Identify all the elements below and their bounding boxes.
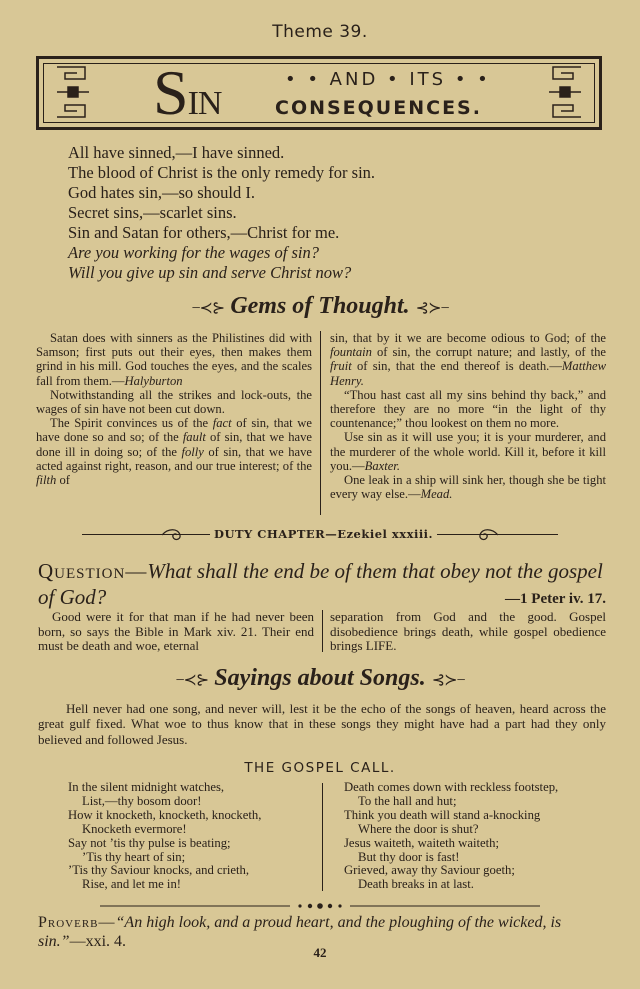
gems-paragraph: sin, that by it we are become odious to God; of the fountain of sin, the corrupt nature; and lastly, of the fruit of sin, that the end thereof is death.—Matthew Henry. — [330, 331, 606, 388]
intro-question: Are you working for the wages of sin? — [68, 243, 319, 262]
poem-line: In the silent midnight watches, — [68, 780, 225, 794]
page-number: 42 — [313, 945, 327, 960]
poem-line: Death breaks in at last. — [358, 877, 474, 892]
poem-line: ’Tis thy Saviour knocks, and crieth, — [68, 863, 250, 878]
poem-line: Knocketh evermore! — [82, 821, 187, 836]
theme-title: Theme 39. — [272, 22, 368, 42]
duty-chapter-rule — [82, 526, 558, 544]
proverb-reference: —xxi. 4. — [69, 933, 127, 950]
question-answer-paragraph: separation from God and the good. Gospel disobedience brings death, while gospel obedience brings LIFE. — [330, 609, 606, 654]
greek-key-ornament-left — [55, 63, 91, 121]
gems-paragraph: Notwithstanding all the strikes and lock-outs, the wages of sin have not been cut down. — [36, 387, 312, 417]
question-answer-right — [330, 610, 606, 654]
duty-chapter-label: DUTY CHAPTER—Ezekiel xxxiii. — [210, 527, 437, 541]
column-divider — [320, 331, 321, 515]
poem-title: THE GOSPEL CALL. — [244, 760, 396, 776]
intro-line: Secret sins,—scarlet sins. — [68, 203, 237, 222]
scroll-flourish-right-icon — [472, 526, 500, 544]
gems-right-column — [330, 331, 606, 501]
intro-statements — [68, 143, 528, 283]
proverb-text: “An high look, and a proud heart, and the ploughing of the wicked, is sin.” — [38, 914, 562, 950]
question-block — [38, 558, 610, 610]
poem-right-stanza — [344, 781, 614, 892]
scroll-flourish-left-icon — [160, 526, 188, 544]
poem-line: Say not ’tis thy pulse is beating; — [68, 835, 231, 850]
proverb-label: Proverb— — [38, 914, 116, 931]
gems-heading-text: Gems of Thought. — [230, 293, 410, 319]
gems-heading — [0, 293, 640, 320]
gems-paragraph: One leak in a ship will sink her, though she be tight every way else.—Mead. — [330, 473, 606, 502]
poem-left-stanza — [68, 781, 318, 892]
poem-line: To the hall and hut; — [358, 793, 457, 808]
poem-line: List,—thy bosom door! — [82, 793, 202, 808]
sin-rest: IN — [187, 85, 222, 122]
poem-line: Death comes down with reckless footstep, — [344, 780, 559, 794]
column-divider — [322, 610, 323, 652]
sin-initial: S — [153, 57, 188, 128]
intro-line: God hates sin,—so should I. — [68, 183, 255, 202]
poem-line: Think you death will stand a-knocking — [344, 807, 541, 822]
gems-left-column — [36, 331, 312, 487]
question-label: Question— — [38, 559, 148, 583]
and-its-label: • • AND • ITS • • — [285, 69, 491, 90]
flourish-right-icon: ⊰≻− — [415, 300, 449, 317]
flourish-left-icon: −≺⊱ — [191, 300, 225, 317]
gems-paragraph: Use sin as it will use you; it is your murderer, and the murderer of the whole world. Kill it, before it kill you.—Baxter. — [330, 430, 606, 473]
sin-title — [153, 57, 222, 136]
gems-paragraph: Satan does with sinners as the Philistines did with Samson; first puts out their eyes, then makes them grind in his mill. God touches the eyes, and the scales fall from them.—Halyburton — [36, 331, 312, 388]
question-answer-left — [38, 610, 314, 654]
question-reference: —1 Peter iv. 17. — [505, 591, 606, 607]
gems-paragraph: “Thou hast cast all my sins behind thy back,” and therefore they are no more “in the light of thy countenance;” thou lookest on them no more. — [330, 387, 606, 431]
songs-paragraph: Hell never had one song, and never will, lest it be the echo of the songs of heaven, heard across the great gulf fixed. What woe to thus know that in these songs they might have had a part had they only believed and followed Jesus. — [38, 701, 606, 747]
gems-paragraph: The Spirit convinces us of the fact of sin, that we have done so and so; of the fault of sin, that we have done ill in doing so; of the folly of sin, that we have acted against right, reason, and our true interest; of the filth of — [36, 416, 313, 488]
column-divider — [322, 783, 323, 891]
question-answer-paragraph: Good were it for that man if he had never been born, so says the Bible in Mark xiv. 21. Their end must be death and woe, eternal — [38, 609, 314, 654]
intro-question: Will you give up sin and serve Christ now? — [68, 263, 352, 282]
intro-line: The blood of Christ is the only remedy for sin. — [68, 163, 376, 182]
songs-heading — [0, 665, 640, 692]
title-banner — [36, 56, 602, 130]
intro-line: Sin and Satan for others,—Christ for me. — [68, 223, 340, 242]
greek-key-ornament-right — [547, 63, 583, 121]
poem-line: Rise, and let me in! — [82, 877, 182, 892]
poem-line: Grieved, away thy Saviour goeth; — [344, 863, 515, 878]
poem-line: ’Tis thy heart of sin; — [82, 849, 186, 864]
consequences-label: CONSEQUENCES. — [275, 97, 482, 119]
songs-heading-text: Sayings about Songs. — [214, 665, 426, 691]
decorative-rule — [100, 903, 540, 909]
question-text: What shall the end be of them that obey not the gospel of God? — [38, 559, 603, 609]
poem-line: How it knocketh, knocketh, knocketh, — [68, 807, 262, 822]
poem-line: Jesus waiteth, waiteth waiteth; — [344, 835, 500, 850]
flourish-left-icon: −≺⊱ — [175, 672, 209, 689]
poem-line: But thy door is fast! — [358, 849, 460, 864]
poem-line: Where the door is shut? — [358, 821, 479, 836]
intro-line: All have sinned,—I have sinned. — [68, 143, 285, 162]
flourish-right-icon: ⊰≻− — [431, 672, 465, 689]
